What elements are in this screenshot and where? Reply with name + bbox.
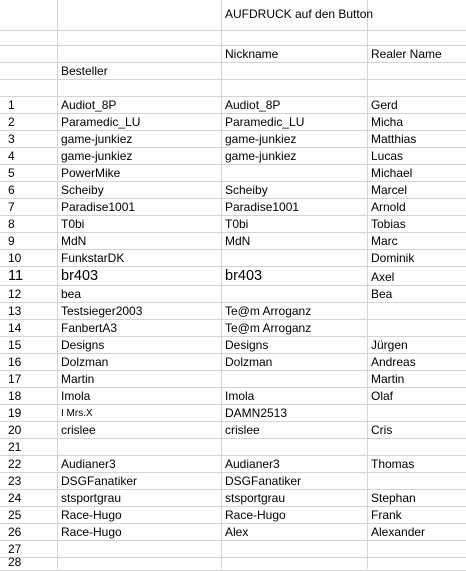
besteller-cell[interactable]	[59, 371, 221, 387]
row-number-cell-text: 27	[8, 542, 22, 556]
besteller-cell[interactable]	[59, 131, 221, 147]
besteller-cell[interactable]	[59, 524, 221, 540]
nickname-cell[interactable]	[223, 490, 367, 506]
header-spacer-row	[0, 31, 466, 46]
nickname-cell[interactable]	[223, 507, 367, 523]
table-row	[0, 388, 466, 405]
nickname-cell[interactable]	[223, 233, 367, 249]
table-row	[0, 97, 466, 114]
nickname-cell[interactable]	[223, 286, 367, 302]
nickname-cell-text: game-junkiez	[225, 132, 297, 146]
nickname-cell-text: Paramedic_LU	[225, 115, 305, 129]
header-title-row	[0, 0, 466, 31]
real-name-cell-text: Bea	[371, 287, 393, 301]
nickname-cell[interactable]	[223, 439, 367, 455]
real-name-cell-text: Gerd	[371, 98, 398, 112]
nickname-cell-text: Race-Hugo	[225, 508, 286, 522]
table-row	[0, 405, 466, 422]
besteller-cell[interactable]	[59, 199, 221, 215]
besteller-cell[interactable]	[59, 439, 221, 455]
real-name-cell-text: Stephan	[371, 491, 416, 505]
real-name-cell[interactable]	[369, 337, 466, 353]
row-number-cell[interactable]	[8, 555, 56, 570]
nickname-cell[interactable]	[223, 388, 367, 404]
besteller-cell[interactable]	[59, 182, 221, 198]
besteller-cell[interactable]	[59, 337, 221, 353]
row-number-cell-text: 8	[8, 217, 15, 231]
besteller-cell[interactable]	[59, 541, 221, 557]
nickname-cell-text: Alex	[225, 525, 249, 539]
besteller-cell[interactable]	[59, 267, 221, 285]
real-name-cell[interactable]	[369, 439, 466, 455]
row-number-cell[interactable]	[8, 250, 56, 266]
besteller-cell[interactable]	[59, 473, 221, 489]
table-row	[0, 199, 466, 216]
besteller-cell-text: br403	[61, 268, 99, 284]
real-name-cell[interactable]	[369, 267, 466, 285]
row-number-cell-text: 26	[8, 525, 22, 539]
besteller-cell-text: Paradise1001	[61, 200, 136, 214]
row-number-cell[interactable]	[8, 199, 56, 215]
row-number-cell[interactable]	[8, 337, 56, 353]
row-number-cell-text: 3	[8, 132, 15, 146]
real-name-cell-text: Matthias	[371, 132, 417, 146]
real-name-cell-text: Andreas	[371, 355, 416, 369]
real-name-cell[interactable]	[369, 131, 466, 147]
nickname-cell[interactable]	[223, 97, 367, 113]
real-name-cell-text: Marcel	[371, 183, 408, 197]
row-number-cell-text: 14	[8, 321, 22, 335]
row-number-cell[interactable]	[8, 97, 56, 113]
real-name-cell-text: Michael	[371, 166, 413, 180]
real-name-cell[interactable]	[369, 558, 466, 570]
real-name-cell[interactable]	[369, 473, 466, 489]
besteller-cell-text: crislee	[61, 423, 96, 437]
row-number-cell-text: 5	[8, 166, 15, 180]
row-number-cell-text: 9	[8, 234, 15, 248]
real-name-cell[interactable]	[369, 354, 466, 370]
nickname-cell-text: Audianer3	[225, 457, 280, 471]
besteller-cell-text: Audianer3	[61, 457, 116, 471]
row-number-cell[interactable]	[8, 524, 56, 540]
row-number-cell[interactable]	[8, 148, 56, 164]
header-real-name-text: Realer Name	[371, 47, 442, 61]
table-row	[0, 473, 466, 490]
besteller-cell-text: Martin	[61, 372, 95, 386]
nickname-cell-text: T0bi	[225, 217, 249, 231]
real-name-cell[interactable]	[369, 541, 466, 557]
row-number-cell-text: 21	[8, 440, 22, 454]
table-row	[0, 267, 466, 286]
nickname-cell[interactable]	[223, 422, 367, 438]
table-row	[0, 320, 466, 337]
row-number-cell-text: 15	[8, 338, 22, 352]
row-number-cell-text: 23	[8, 474, 22, 488]
real-name-cell-text: Alexander	[371, 525, 426, 539]
table-row	[0, 555, 466, 571]
nickname-cell-text: Imola	[225, 389, 255, 403]
table-row	[0, 422, 466, 439]
real-name-cell[interactable]	[369, 165, 466, 181]
row-number-cell[interactable]	[8, 439, 56, 455]
row-number-cell[interactable]	[8, 405, 56, 421]
nickname-cell-text: Te@m Arroganz	[225, 321, 312, 335]
nickname-cell[interactable]	[223, 541, 367, 557]
row-number-cell-text: 4	[8, 149, 15, 163]
besteller-cell[interactable]	[59, 558, 221, 570]
besteller-cell-text: game-junkiez	[61, 132, 133, 146]
table-row	[0, 286, 466, 303]
row-number-cell-text: 25	[8, 508, 22, 522]
nickname-cell[interactable]	[223, 165, 367, 181]
besteller-cell-text: game-junkiez	[61, 149, 133, 163]
nickname-cell[interactable]	[223, 405, 367, 421]
nickname-cell-text: Designs	[225, 338, 269, 352]
nickname-cell[interactable]	[223, 267, 367, 285]
header-besteller-cell[interactable]	[59, 63, 221, 79]
real-name-cell-text: Marc	[371, 234, 398, 248]
header-nickname-cell[interactable]	[223, 46, 367, 62]
row-number-cell[interactable]	[8, 388, 56, 404]
row-number-cell-text: 7	[8, 200, 15, 214]
row-number-cell[interactable]	[8, 490, 56, 506]
besteller-cell[interactable]	[59, 97, 221, 113]
besteller-cell[interactable]	[59, 250, 221, 266]
besteller-cell-text: stsportgrau	[61, 491, 122, 505]
besteller-cell-text: Testsieger2003	[61, 304, 143, 318]
header-besteller-row	[0, 63, 466, 80]
nickname-cell-text: stsportgrau	[225, 491, 286, 505]
besteller-cell-text: PowerMike	[61, 166, 121, 180]
row-number-cell[interactable]	[8, 216, 56, 232]
real-name-cell-text: Axel	[371, 270, 395, 284]
real-name-cell[interactable]	[369, 490, 466, 506]
besteller-cell-text: T0bi	[61, 217, 85, 231]
real-name-cell[interactable]	[369, 97, 466, 113]
besteller-cell[interactable]	[59, 507, 221, 523]
nickname-cell[interactable]	[223, 320, 367, 336]
nickname-cell-text: br403	[225, 268, 263, 284]
real-name-cell[interactable]	[369, 388, 466, 404]
row-number-cell[interactable]	[8, 371, 56, 387]
real-name-cell-text: Arnold	[371, 200, 406, 214]
real-name-cell-text: Lucas	[371, 149, 404, 163]
row-number-cell[interactable]	[8, 303, 56, 319]
header-real-name-cell[interactable]	[369, 46, 466, 62]
real-name-cell[interactable]	[369, 233, 466, 249]
table-row	[0, 456, 466, 473]
nickname-cell[interactable]	[223, 182, 367, 198]
real-name-cell-text: Thomas	[371, 457, 415, 471]
header-nickname-text: Nickname	[225, 47, 279, 61]
table-row	[0, 371, 466, 388]
besteller-cell-text: FanbertA3	[61, 321, 118, 335]
row-number-cell[interactable]	[8, 233, 56, 249]
table-row	[0, 490, 466, 507]
nickname-cell[interactable]	[223, 216, 367, 232]
table-row	[0, 216, 466, 233]
besteller-cell-text: MdN	[61, 234, 87, 248]
row-number-cell[interactable]	[8, 456, 56, 472]
nickname-cell[interactable]	[223, 337, 367, 353]
real-name-cell-text: Tobias	[371, 217, 406, 231]
real-name-cell[interactable]	[369, 216, 466, 232]
real-name-cell[interactable]	[369, 114, 466, 130]
real-name-cell[interactable]	[369, 199, 466, 215]
nickname-cell[interactable]	[223, 473, 367, 489]
besteller-cell[interactable]	[59, 422, 221, 438]
besteller-cell[interactable]	[59, 405, 221, 421]
besteller-cell-text: bea	[61, 287, 82, 301]
besteller-cell-text: Designs	[61, 338, 105, 352]
besteller-cell-text: I Mrs.X	[61, 408, 93, 419]
nickname-cell[interactable]	[223, 558, 367, 570]
table-row	[0, 337, 466, 354]
real-name-cell[interactable]	[369, 456, 466, 472]
row-number-cell-text: 1	[8, 98, 15, 112]
row-number-cell[interactable]	[8, 422, 56, 438]
header-columns-row	[0, 46, 466, 63]
besteller-cell[interactable]	[59, 388, 221, 404]
besteller-cell[interactable]	[59, 233, 221, 249]
table-row	[0, 114, 466, 131]
header-gap-row	[0, 80, 466, 97]
besteller-cell[interactable]	[59, 490, 221, 506]
real-name-cell[interactable]	[369, 286, 466, 302]
table-row	[0, 165, 466, 182]
besteller-cell-text: DSGFanatiker	[61, 474, 138, 488]
real-name-cell[interactable]	[369, 422, 466, 438]
nickname-cell[interactable]	[223, 114, 367, 130]
row-number-cell-text: 17	[8, 372, 22, 386]
nickname-cell-text: Te@m Arroganz	[225, 304, 312, 318]
real-name-cell[interactable]	[369, 148, 466, 164]
real-name-cell-text: Jürgen	[371, 338, 408, 352]
real-name-cell[interactable]	[369, 182, 466, 198]
row-number-cell-text: 2	[8, 115, 15, 129]
nickname-cell[interactable]	[223, 148, 367, 164]
real-name-cell-text: Frank	[371, 508, 402, 522]
table-row	[0, 250, 466, 267]
besteller-cell-text: Race-Hugo	[61, 525, 122, 539]
row-number-cell[interactable]	[8, 320, 56, 336]
real-name-cell-text: Olaf	[371, 389, 394, 403]
real-name-cell-text: Cris	[371, 423, 393, 437]
row-number-cell[interactable]	[8, 354, 56, 370]
row-number-cell-text: 16	[8, 355, 22, 369]
real-name-cell-text: Micha	[371, 115, 404, 129]
nickname-cell[interactable]	[223, 199, 367, 215]
besteller-cell[interactable]	[59, 165, 221, 181]
besteller-cell[interactable]	[59, 286, 221, 302]
besteller-cell[interactable]	[59, 303, 221, 319]
besteller-cell-text: Paramedic_LU	[61, 115, 141, 129]
table-row	[0, 507, 466, 524]
nickname-cell-text: Paradise1001	[225, 200, 300, 214]
row-number-cell[interactable]	[8, 473, 56, 489]
nickname-cell-text: Dolzman	[225, 355, 273, 369]
table-row	[0, 182, 466, 199]
row-number-cell-text: 11	[8, 268, 24, 284]
besteller-cell[interactable]	[59, 456, 221, 472]
table-row	[0, 148, 466, 165]
besteller-cell[interactable]	[59, 114, 221, 130]
row-number-cell-text: 18	[8, 389, 22, 403]
row-number-cell[interactable]	[8, 131, 56, 147]
row-number-cell[interactable]	[8, 507, 56, 523]
real-name-cell[interactable]	[369, 303, 466, 319]
nickname-cell-text: game-junkiez	[225, 149, 297, 163]
row-number-cell-text: 20	[8, 423, 22, 437]
real-name-cell[interactable]	[369, 371, 466, 387]
real-name-cell[interactable]	[369, 524, 466, 540]
header-title-cell[interactable]	[223, 0, 374, 30]
nickname-cell[interactable]	[223, 303, 367, 319]
row-number-cell-text: 24	[8, 491, 22, 505]
besteller-cell-text: Dolzman	[61, 355, 109, 369]
nickname-cell[interactable]	[223, 371, 367, 387]
row-number-cell[interactable]	[8, 182, 56, 198]
header-title-text: AUFDRUCK auf den Button	[225, 7, 374, 21]
nickname-cell[interactable]	[223, 354, 367, 370]
row-number-cell-text: 19	[8, 406, 22, 420]
table-row	[0, 233, 466, 250]
row-number-cell-text: 6	[8, 183, 15, 197]
nickname-cell-text: Scheiby	[225, 183, 268, 197]
real-name-cell[interactable]	[369, 250, 466, 266]
nickname-cell[interactable]	[223, 131, 367, 147]
table-row	[0, 541, 466, 558]
row-number-cell[interactable]	[8, 286, 56, 302]
nickname-cell-text: MdN	[225, 234, 251, 248]
real-name-cell-text: Dominik	[371, 251, 415, 265]
row-number-cell-text: 12	[8, 287, 22, 301]
nickname-cell[interactable]	[223, 456, 367, 472]
nickname-cell[interactable]	[223, 250, 367, 266]
table-row	[0, 524, 466, 541]
besteller-cell-text: Race-Hugo	[61, 508, 122, 522]
real-name-cell-text: Martin	[371, 372, 405, 386]
row-number-cell-text: 10	[8, 251, 22, 265]
real-name-cell[interactable]	[369, 507, 466, 523]
table-row	[0, 303, 466, 320]
table-row	[0, 439, 466, 456]
nickname-cell-text: DAMN2513	[225, 406, 288, 420]
row-number-cell[interactable]	[8, 267, 56, 285]
real-name-cell[interactable]	[369, 405, 466, 421]
besteller-cell-text: Audiot_8P	[61, 98, 117, 112]
row-number-cell-text: 28	[8, 555, 22, 569]
row-number-cell-text: 13	[8, 304, 22, 318]
besteller-cell-text: FunkstarDK	[61, 251, 125, 265]
besteller-cell-text: Imola	[61, 389, 91, 403]
header-besteller-text: Besteller	[61, 64, 108, 78]
row-number-cell-text: 22	[8, 457, 22, 471]
nickname-cell-text: DSGFanatiker	[225, 474, 302, 488]
table-row	[0, 131, 466, 148]
row-number-cell[interactable]	[8, 165, 56, 181]
row-number-cell[interactable]	[8, 114, 56, 130]
besteller-cell-text: Scheiby	[61, 183, 104, 197]
besteller-cell[interactable]	[59, 320, 221, 336]
besteller-cell[interactable]	[59, 354, 221, 370]
besteller-cell[interactable]	[59, 216, 221, 232]
nickname-cell-text: Audiot_8P	[225, 98, 281, 112]
nickname-cell-text: crislee	[225, 423, 260, 437]
besteller-cell[interactable]	[59, 148, 221, 164]
nickname-cell[interactable]	[223, 524, 367, 540]
real-name-cell[interactable]	[369, 320, 466, 336]
table-row	[0, 354, 466, 371]
